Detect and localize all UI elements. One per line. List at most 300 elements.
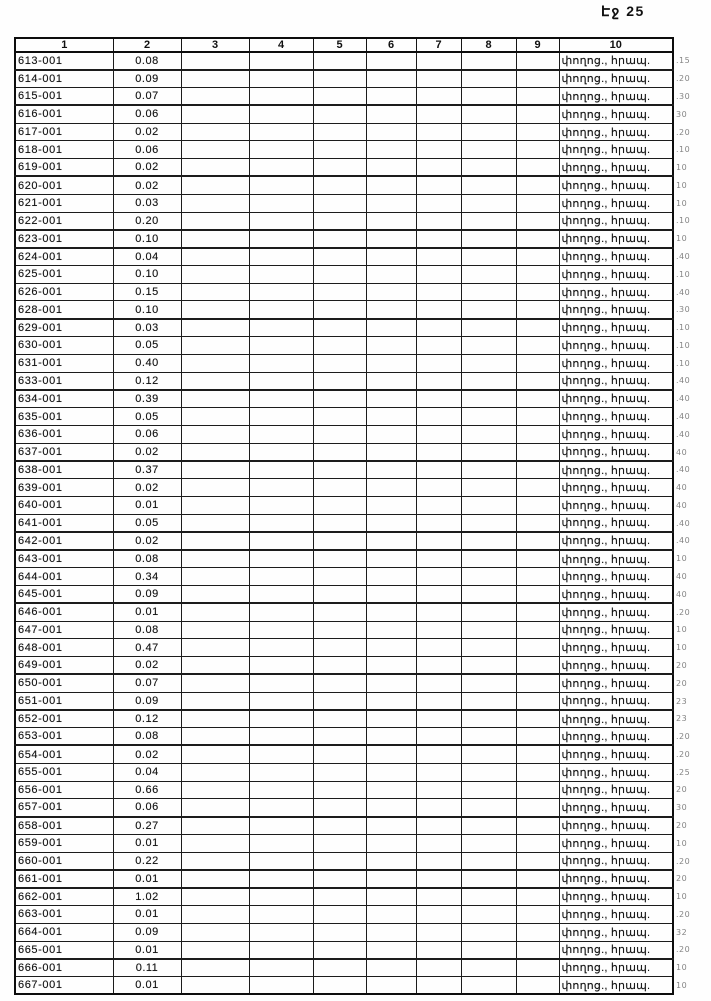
empty-cell bbox=[416, 105, 461, 123]
table-row bbox=[15, 337, 673, 355]
empty-cell bbox=[313, 479, 366, 497]
sample-id-cell: 655-001 bbox=[15, 763, 113, 781]
empty-cell bbox=[366, 248, 416, 266]
empty-cell bbox=[181, 176, 249, 194]
note-cell: փողոց., հրապ. bbox=[559, 568, 673, 586]
empty-cell bbox=[416, 710, 461, 728]
empty-cell bbox=[366, 52, 416, 70]
table-row bbox=[15, 710, 673, 728]
value-cell: 0.12 bbox=[113, 372, 181, 390]
empty-cell bbox=[313, 141, 366, 159]
empty-cell bbox=[366, 568, 416, 586]
empty-cell bbox=[366, 372, 416, 390]
empty-cell bbox=[181, 852, 249, 870]
empty-cell bbox=[181, 52, 249, 70]
value-cell: 0.08 bbox=[113, 621, 181, 639]
sample-id-cell: 634-001 bbox=[15, 390, 113, 408]
empty-cell bbox=[416, 123, 461, 141]
empty-cell bbox=[366, 141, 416, 159]
sample-id-cell: 662-001 bbox=[15, 888, 113, 906]
column-header: 10 bbox=[559, 38, 673, 52]
value-cell: 0.02 bbox=[113, 159, 181, 177]
sample-id-cell: 616-001 bbox=[15, 105, 113, 123]
empty-cell bbox=[181, 870, 249, 888]
empty-cell bbox=[181, 674, 249, 692]
empty-cell bbox=[416, 532, 461, 550]
empty-cell bbox=[181, 728, 249, 746]
empty-cell bbox=[366, 745, 416, 763]
empty-cell bbox=[516, 959, 559, 977]
empty-cell bbox=[181, 123, 249, 141]
empty-cell bbox=[516, 514, 559, 532]
empty-cell bbox=[416, 745, 461, 763]
empty-cell bbox=[516, 52, 559, 70]
empty-cell bbox=[461, 639, 516, 657]
margin-mark: 23 bbox=[676, 696, 688, 706]
empty-cell bbox=[313, 176, 366, 194]
margin-mark: .25 bbox=[676, 767, 691, 777]
empty-cell bbox=[516, 354, 559, 372]
empty-cell bbox=[181, 497, 249, 515]
sample-id-cell: 661-001 bbox=[15, 870, 113, 888]
value-cell: 0.01 bbox=[113, 977, 181, 995]
sample-id-cell: 654-001 bbox=[15, 745, 113, 763]
empty-cell bbox=[181, 799, 249, 817]
value-cell: 0.10 bbox=[113, 301, 181, 319]
value-cell: 0.01 bbox=[113, 941, 181, 959]
table-row bbox=[15, 870, 673, 888]
empty-cell bbox=[516, 443, 559, 461]
margin-mark: 10 bbox=[676, 625, 688, 635]
value-cell: 0.34 bbox=[113, 568, 181, 586]
empty-cell bbox=[461, 390, 516, 408]
note-cell: փողոց., հրապ. bbox=[559, 372, 673, 390]
empty-cell bbox=[313, 568, 366, 586]
empty-cell bbox=[249, 425, 313, 443]
empty-cell bbox=[313, 728, 366, 746]
empty-cell bbox=[516, 105, 559, 123]
empty-cell bbox=[516, 461, 559, 479]
empty-cell bbox=[249, 443, 313, 461]
empty-cell bbox=[461, 248, 516, 266]
margin-mark: 40 bbox=[676, 483, 688, 493]
empty-cell bbox=[516, 248, 559, 266]
empty-cell bbox=[181, 283, 249, 301]
empty-cell bbox=[313, 319, 366, 337]
empty-cell bbox=[416, 408, 461, 426]
table-row bbox=[15, 283, 673, 301]
empty-cell bbox=[313, 532, 366, 550]
empty-cell bbox=[313, 906, 366, 924]
value-cell: 0.05 bbox=[113, 337, 181, 355]
empty-cell bbox=[181, 301, 249, 319]
empty-cell bbox=[416, 265, 461, 283]
empty-cell bbox=[313, 781, 366, 799]
empty-cell bbox=[249, 461, 313, 479]
value-cell: 0.27 bbox=[113, 817, 181, 835]
empty-cell bbox=[516, 834, 559, 852]
empty-cell bbox=[516, 585, 559, 603]
margin-mark: .20 bbox=[676, 945, 691, 955]
empty-cell bbox=[249, 781, 313, 799]
margin-mark: .40 bbox=[676, 412, 691, 422]
note-cell: փողոց., հրապ. bbox=[559, 977, 673, 995]
empty-cell bbox=[366, 692, 416, 710]
sample-id-cell: 615-001 bbox=[15, 88, 113, 106]
empty-cell bbox=[366, 212, 416, 230]
empty-cell bbox=[461, 479, 516, 497]
empty-cell bbox=[461, 514, 516, 532]
empty-cell bbox=[249, 657, 313, 675]
margin-mark: .20 bbox=[676, 909, 691, 919]
empty-cell bbox=[249, 265, 313, 283]
empty-cell bbox=[416, 568, 461, 586]
sample-id-cell: 630-001 bbox=[15, 337, 113, 355]
empty-cell bbox=[181, 603, 249, 621]
note-cell: փողոց., հրապ. bbox=[559, 301, 673, 319]
empty-cell bbox=[313, 852, 366, 870]
empty-cell bbox=[249, 248, 313, 266]
empty-cell bbox=[313, 461, 366, 479]
empty-cell bbox=[249, 745, 313, 763]
empty-cell bbox=[461, 354, 516, 372]
sample-id-cell: 633-001 bbox=[15, 372, 113, 390]
sample-id-cell: 620-001 bbox=[15, 176, 113, 194]
empty-cell bbox=[181, 959, 249, 977]
empty-cell bbox=[249, 568, 313, 586]
margin-mark: 10 bbox=[676, 234, 688, 244]
table-row bbox=[15, 657, 673, 675]
margin-mark: .20 bbox=[676, 749, 691, 759]
empty-cell bbox=[461, 657, 516, 675]
empty-cell bbox=[416, 372, 461, 390]
value-cell: 0.04 bbox=[113, 248, 181, 266]
empty-cell bbox=[313, 372, 366, 390]
value-cell: 0.10 bbox=[113, 230, 181, 248]
note-cell: փողոց., հրապ. bbox=[559, 159, 673, 177]
empty-cell bbox=[313, 425, 366, 443]
value-cell: 0.05 bbox=[113, 408, 181, 426]
note-cell: փողոց., հրապ. bbox=[559, 692, 673, 710]
table-row bbox=[15, 479, 673, 497]
table-row bbox=[15, 941, 673, 959]
empty-cell bbox=[366, 123, 416, 141]
margin-mark: 30 bbox=[676, 803, 688, 813]
sample-id-cell: 644-001 bbox=[15, 568, 113, 586]
empty-cell bbox=[416, 692, 461, 710]
empty-cell bbox=[181, 657, 249, 675]
margin-mark: .20 bbox=[676, 127, 691, 137]
empty-cell bbox=[416, 301, 461, 319]
value-cell: 0.08 bbox=[113, 52, 181, 70]
sample-id-cell: 642-001 bbox=[15, 532, 113, 550]
empty-cell bbox=[249, 799, 313, 817]
table-row bbox=[15, 834, 673, 852]
value-cell: 0.47 bbox=[113, 639, 181, 657]
note-cell: փողոց., հրապ. bbox=[559, 354, 673, 372]
sample-id-cell: 619-001 bbox=[15, 159, 113, 177]
value-cell: 0.06 bbox=[113, 425, 181, 443]
empty-cell bbox=[366, 906, 416, 924]
margin-mark: 10 bbox=[676, 963, 688, 973]
empty-cell bbox=[249, 497, 313, 515]
empty-cell bbox=[516, 603, 559, 621]
empty-cell bbox=[181, 763, 249, 781]
empty-cell bbox=[366, 479, 416, 497]
empty-cell bbox=[366, 888, 416, 906]
empty-cell bbox=[249, 301, 313, 319]
sample-id-cell: 657-001 bbox=[15, 799, 113, 817]
empty-cell bbox=[516, 141, 559, 159]
empty-cell bbox=[516, 123, 559, 141]
empty-cell bbox=[249, 337, 313, 355]
empty-cell bbox=[181, 354, 249, 372]
margin-mark: .10 bbox=[676, 216, 691, 226]
empty-cell bbox=[366, 710, 416, 728]
margin-mark: .40 bbox=[676, 518, 691, 528]
table-row bbox=[15, 123, 673, 141]
empty-cell bbox=[461, 212, 516, 230]
empty-cell bbox=[313, 550, 366, 568]
empty-cell bbox=[249, 176, 313, 194]
empty-cell bbox=[366, 603, 416, 621]
table-row bbox=[15, 639, 673, 657]
sample-id-cell: 648-001 bbox=[15, 639, 113, 657]
sample-id-cell: 643-001 bbox=[15, 550, 113, 568]
empty-cell bbox=[313, 977, 366, 995]
margin-mark: .20 bbox=[676, 732, 691, 742]
empty-cell bbox=[516, 621, 559, 639]
note-cell: փողոց., հրապ. bbox=[559, 52, 673, 70]
empty-cell bbox=[516, 372, 559, 390]
margin-mark: .15 bbox=[676, 56, 691, 66]
empty-cell bbox=[313, 52, 366, 70]
empty-cell bbox=[313, 834, 366, 852]
table-row bbox=[15, 461, 673, 479]
value-cell: 0.39 bbox=[113, 390, 181, 408]
empty-cell bbox=[516, 550, 559, 568]
empty-cell bbox=[416, 834, 461, 852]
note-cell: փողոց., հրապ. bbox=[559, 870, 673, 888]
empty-cell bbox=[249, 603, 313, 621]
header-row bbox=[15, 38, 673, 52]
empty-cell bbox=[313, 70, 366, 88]
note-cell: փողոց., հրապ. bbox=[559, 550, 673, 568]
value-cell: 0.09 bbox=[113, 70, 181, 88]
margin-mark: 20 bbox=[676, 785, 688, 795]
empty-cell bbox=[366, 621, 416, 639]
empty-cell bbox=[461, 568, 516, 586]
data-table bbox=[14, 37, 674, 995]
empty-cell bbox=[461, 834, 516, 852]
note-cell: փողոց., հրապ. bbox=[559, 514, 673, 532]
empty-cell bbox=[461, 852, 516, 870]
empty-cell bbox=[416, 514, 461, 532]
empty-cell bbox=[416, 141, 461, 159]
empty-cell bbox=[416, 497, 461, 515]
empty-cell bbox=[461, 319, 516, 337]
sample-id-cell: 665-001 bbox=[15, 941, 113, 959]
empty-cell bbox=[181, 194, 249, 212]
empty-cell bbox=[249, 141, 313, 159]
empty-cell bbox=[313, 283, 366, 301]
empty-cell bbox=[366, 408, 416, 426]
value-cell: 0.40 bbox=[113, 354, 181, 372]
empty-cell bbox=[416, 639, 461, 657]
empty-cell bbox=[249, 514, 313, 532]
value-cell: 0.09 bbox=[113, 692, 181, 710]
note-cell: փողոց., հրապ. bbox=[559, 745, 673, 763]
empty-cell bbox=[461, 337, 516, 355]
empty-cell bbox=[461, 728, 516, 746]
empty-cell bbox=[249, 763, 313, 781]
empty-cell bbox=[366, 159, 416, 177]
sample-id-cell: 651-001 bbox=[15, 692, 113, 710]
empty-cell bbox=[516, 657, 559, 675]
empty-cell bbox=[366, 230, 416, 248]
sample-id-cell: 653-001 bbox=[15, 728, 113, 746]
empty-cell bbox=[461, 621, 516, 639]
empty-cell bbox=[461, 550, 516, 568]
note-cell: փողոց., հրապ. bbox=[559, 141, 673, 159]
empty-cell bbox=[416, 817, 461, 835]
table-row bbox=[15, 212, 673, 230]
empty-cell bbox=[516, 763, 559, 781]
note-cell: փողոց., հրապ. bbox=[559, 852, 673, 870]
sample-id-cell: 646-001 bbox=[15, 603, 113, 621]
empty-cell bbox=[416, 657, 461, 675]
margin-mark: .40 bbox=[676, 376, 691, 386]
column-header: 3 bbox=[181, 38, 249, 52]
table-row bbox=[15, 959, 673, 977]
note-cell: փողոց., հրապ. bbox=[559, 337, 673, 355]
table-row bbox=[15, 603, 673, 621]
margin-mark: 40 bbox=[676, 500, 688, 510]
empty-cell bbox=[516, 745, 559, 763]
empty-cell bbox=[516, 479, 559, 497]
sample-id-cell: 660-001 bbox=[15, 852, 113, 870]
empty-cell bbox=[249, 532, 313, 550]
margin-mark: .40 bbox=[676, 429, 691, 439]
table-row bbox=[15, 176, 673, 194]
empty-cell bbox=[516, 781, 559, 799]
value-cell: 0.22 bbox=[113, 852, 181, 870]
empty-cell bbox=[313, 817, 366, 835]
empty-cell bbox=[516, 212, 559, 230]
empty-cell bbox=[181, 977, 249, 995]
sample-id-cell: 614-001 bbox=[15, 70, 113, 88]
sample-id-cell: 652-001 bbox=[15, 710, 113, 728]
table-row bbox=[15, 443, 673, 461]
empty-cell bbox=[181, 514, 249, 532]
empty-cell bbox=[313, 159, 366, 177]
empty-cell bbox=[313, 265, 366, 283]
column-header: 1 bbox=[15, 38, 113, 52]
empty-cell bbox=[249, 372, 313, 390]
empty-cell bbox=[516, 692, 559, 710]
value-cell: 0.37 bbox=[113, 461, 181, 479]
empty-cell bbox=[181, 692, 249, 710]
table-row bbox=[15, 514, 673, 532]
margin-mark: 10 bbox=[676, 892, 688, 902]
value-cell: 0.03 bbox=[113, 194, 181, 212]
empty-cell bbox=[416, 283, 461, 301]
margin-mark: 10 bbox=[676, 198, 688, 208]
empty-cell bbox=[416, 674, 461, 692]
empty-cell bbox=[461, 159, 516, 177]
empty-cell bbox=[416, 479, 461, 497]
note-cell: փողոց., հրապ. bbox=[559, 265, 673, 283]
empty-cell bbox=[181, 621, 249, 639]
empty-cell bbox=[249, 354, 313, 372]
empty-cell bbox=[181, 105, 249, 123]
empty-cell bbox=[366, 319, 416, 337]
note-cell: փողոց., հրապ. bbox=[559, 105, 673, 123]
empty-cell bbox=[313, 799, 366, 817]
empty-cell bbox=[313, 443, 366, 461]
empty-cell bbox=[461, 977, 516, 995]
empty-cell bbox=[366, 834, 416, 852]
empty-cell bbox=[313, 710, 366, 728]
empty-cell bbox=[461, 70, 516, 88]
empty-cell bbox=[416, 870, 461, 888]
value-cell: 0.02 bbox=[113, 123, 181, 141]
empty-cell bbox=[461, 923, 516, 941]
empty-cell bbox=[249, 319, 313, 337]
note-cell: փողոց., հրապ. bbox=[559, 248, 673, 266]
value-cell: 0.07 bbox=[113, 674, 181, 692]
empty-cell bbox=[313, 301, 366, 319]
empty-cell bbox=[416, 425, 461, 443]
empty-cell bbox=[366, 550, 416, 568]
margin-mark: 32 bbox=[676, 927, 688, 937]
note-cell: փողոց., հրապ. bbox=[559, 603, 673, 621]
column-header: 4 bbox=[249, 38, 313, 52]
empty-cell bbox=[516, 532, 559, 550]
empty-cell bbox=[461, 763, 516, 781]
empty-cell bbox=[366, 265, 416, 283]
value-cell: 0.66 bbox=[113, 781, 181, 799]
margin-mark: .10 bbox=[676, 358, 691, 368]
sample-id-cell: 640-001 bbox=[15, 497, 113, 515]
empty-cell bbox=[181, 906, 249, 924]
note-cell: փողոց., հրապ. bbox=[559, 443, 673, 461]
margin-mark: .20 bbox=[676, 607, 691, 617]
empty-cell bbox=[516, 941, 559, 959]
table-row bbox=[15, 532, 673, 550]
empty-cell bbox=[313, 870, 366, 888]
empty-cell bbox=[366, 657, 416, 675]
note-cell: փողոց., հրապ. bbox=[559, 212, 673, 230]
note-cell: փողոց., հրապ. bbox=[559, 781, 673, 799]
empty-cell bbox=[181, 425, 249, 443]
margin-mark: 10 bbox=[676, 163, 688, 173]
empty-cell bbox=[313, 585, 366, 603]
empty-cell bbox=[366, 301, 416, 319]
note-cell: փողոց., հրապ. bbox=[559, 390, 673, 408]
empty-cell bbox=[181, 248, 249, 266]
empty-cell bbox=[516, 230, 559, 248]
empty-cell bbox=[416, 319, 461, 337]
note-cell: փողոց., հրապ. bbox=[559, 621, 673, 639]
empty-cell bbox=[313, 194, 366, 212]
empty-cell bbox=[366, 763, 416, 781]
note-cell: փողոց., հրապ. bbox=[559, 283, 673, 301]
empty-cell bbox=[313, 230, 366, 248]
empty-cell bbox=[249, 710, 313, 728]
page-number-label: Էջ 25 bbox=[601, 3, 645, 19]
sample-id-cell: 635-001 bbox=[15, 408, 113, 426]
